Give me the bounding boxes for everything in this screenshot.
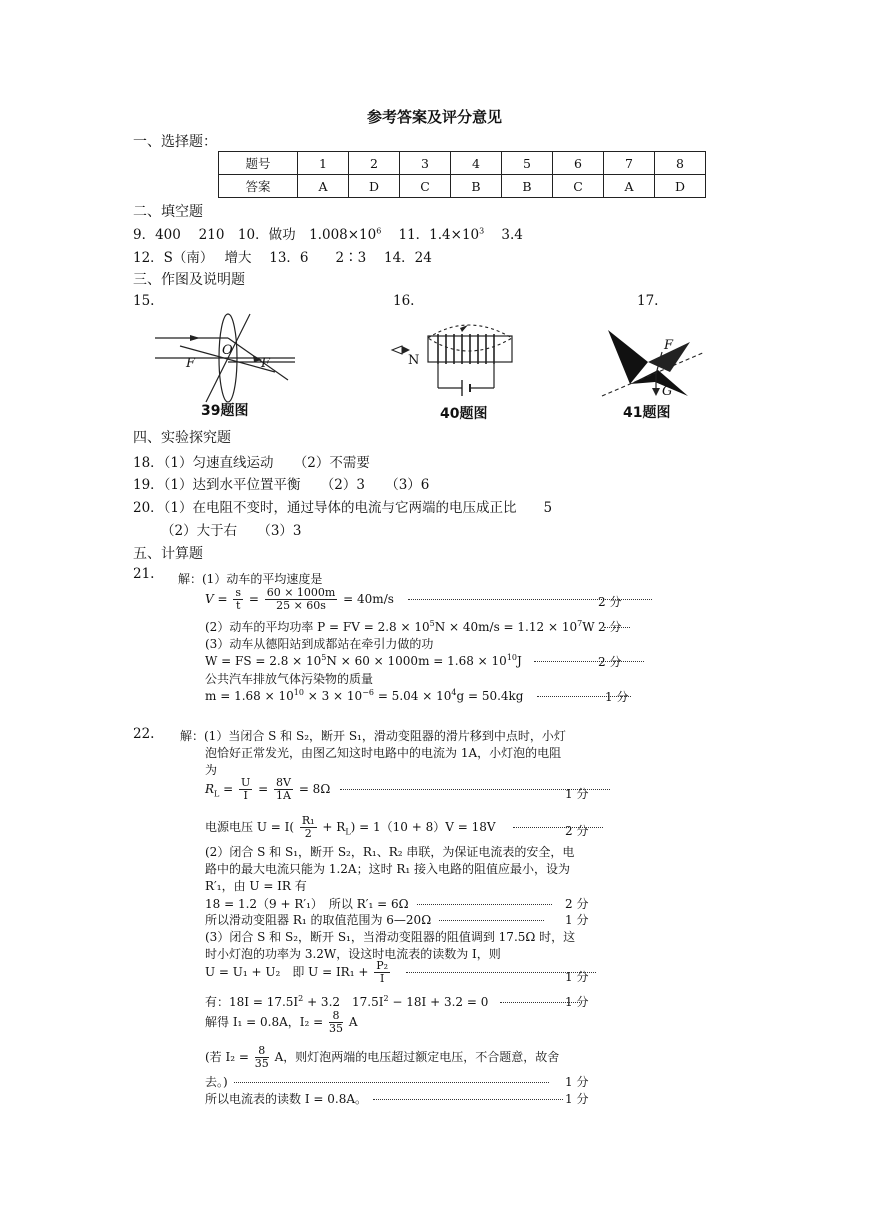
q22-score-1: 1 分 bbox=[565, 787, 589, 801]
q22-score-2: 2 分 bbox=[565, 824, 589, 838]
section-heading-experiment: 四、实验探究题 bbox=[133, 430, 231, 446]
q21-score-3: 2 分 bbox=[598, 655, 622, 669]
section-heading-choice: 一、选择题： bbox=[133, 134, 217, 150]
q22-score-5: 1 分 bbox=[565, 970, 589, 984]
table-cell: 3 bbox=[400, 152, 451, 175]
q22-score-4: 1 分 bbox=[565, 913, 589, 927]
optical-center-label: O bbox=[222, 343, 233, 358]
q22-line-6: (2）闭合 S 和 S₁，断开 S₂，R₁、R₂ 串联，为保证电流表的安全，电 bbox=[205, 845, 575, 859]
figure-caption-39: 39题图 bbox=[201, 403, 249, 419]
north-pole-label: N bbox=[408, 353, 420, 368]
table-cell: 8 bbox=[655, 152, 706, 175]
lens-diagram bbox=[150, 312, 300, 407]
fill-answers-line-2: 12．S（南） 增大 13．6 2∶3 14．24 bbox=[133, 250, 432, 266]
q21-line-1: 解：(1）动车的平均速度是 bbox=[178, 572, 323, 586]
q22-line-3: 为 bbox=[205, 763, 218, 777]
table-cell: 6 bbox=[553, 152, 604, 175]
answer-20-part2: （2）大于右 （3）3 bbox=[161, 523, 302, 539]
table-cell: A bbox=[604, 175, 655, 198]
table-cell: 5 bbox=[502, 152, 553, 175]
q22-line-1: 解：(1）当闭合 S 和 S₂，断开 S₁，滑动变阻器的滑片移到中点时，小灯 bbox=[180, 729, 566, 743]
q21-line-5: W = FS = $2.8 \times 10^5N \times 60 \times 1000m = 1.68 \times 10^{10}J$ bbox=[205, 653, 644, 668]
q22-line-13: U = U₁ + U₂ 即 U = IR₁ + $\frac{\text{P₂}}{I}$ bbox=[205, 960, 596, 985]
table-cell: 2 bbox=[349, 152, 400, 175]
answer-table bbox=[218, 151, 706, 198]
row-label-number: 题号 bbox=[219, 152, 298, 175]
focus-label-left: F bbox=[186, 356, 196, 371]
q22-line-17: 去。) bbox=[205, 1073, 549, 1090]
q22-line-5: 电源电压 U = I( $\frac{\text{R₁}}{2}$ + $R_L) = 1(10 + 8)V = 18V$ bbox=[205, 815, 603, 840]
question-number-16: 16. bbox=[393, 293, 415, 309]
q21-line-4: (3）动车从德阳站到成都站在牵引力做的功 bbox=[205, 637, 434, 651]
q21-line-3: (2）动车的平均功率 P = FV = $2.8 \times 10^5N \times 40m/s = 1.12 \times 10^7W$ bbox=[205, 618, 630, 635]
question-number-22: 22. bbox=[133, 726, 155, 742]
focus-label-right: F bbox=[261, 356, 271, 371]
q22-line-15: 解得 I₁ = 0.8A，I₂ = $\frac{8}{35}$ A bbox=[205, 1009, 358, 1035]
q21-score-4: 1 分 bbox=[605, 690, 629, 704]
q21-line-6: 公共汽车排放气体污染物的质量 bbox=[205, 672, 374, 686]
table-cell: B bbox=[451, 175, 502, 198]
q21-score-1: 2 分 bbox=[598, 595, 622, 609]
q21-score-2: 2 分 bbox=[598, 620, 622, 634]
table-row-numbers bbox=[219, 152, 706, 175]
q22-line-18: 所以电流表的读数 I = 0.8A。 bbox=[205, 1090, 563, 1107]
row-label-answer: 答案 bbox=[219, 175, 298, 198]
q22-line-7: 路中的最大电流只能为 1.2A；这时 R₁ 接入电路的阻值应最小，设为 bbox=[205, 862, 571, 876]
q22-line-9: 18 = 1.2（9 + R′₁） 所以 R′₁ = 6Ω bbox=[205, 895, 552, 912]
q21-line-7: $m = 1.68 \times 10^{10} \times 3 \times 10^{-6} = 5.04 \times 10^4g = 50.4kg$ bbox=[205, 688, 631, 703]
section-heading-drawing: 三、作图及说明题 bbox=[133, 272, 245, 288]
q22-line-16: (若 I₂ = $\frac{8}{35}$ A，则灯泡两端的电压超过额定电压，不合题意，故舍 bbox=[205, 1044, 560, 1070]
q22-score-6: 1 分 bbox=[565, 995, 589, 1009]
q22-line-12: 时小灯泡的功率为 3.2W，设这时电流表的读数为 I，则 bbox=[205, 947, 501, 961]
question-number-17: 17. bbox=[637, 293, 659, 309]
gravity-label-g: G bbox=[662, 384, 673, 399]
table-cell: C bbox=[553, 175, 604, 198]
table-cell: B bbox=[502, 175, 553, 198]
answer-18: 18．（1）匀速直线运动 （2）不需要 bbox=[133, 455, 370, 471]
q22-line-11: (3）闭合 S 和 S₂，断开 S₁，当滑动变阻器的阻值调到 17.5Ω 时，这 bbox=[205, 930, 576, 944]
answer-20-part1: 20．（1）在电阻不变时，通过导体的电流与它两端的电压成正比 5 bbox=[133, 500, 553, 516]
q22-line-10: 所以滑动变阻器 R₁ 的取值范围为 6—20Ω bbox=[205, 911, 544, 928]
q21-line-2: V = $\frac{s}{t}$ = $\frac{60 \times 1000m}{25 \times 60s}$ = 40m/s bbox=[205, 587, 652, 612]
table-cell: 4 bbox=[451, 152, 502, 175]
q22-line-4: $R_L$ = $\frac{U}{I}$ = $\frac{8V}{1A}$ = 8Ω bbox=[205, 777, 610, 802]
force-label-f: F bbox=[664, 338, 674, 353]
figure-caption-40: 40题图 bbox=[440, 406, 488, 422]
q22-score-3: 2 分 bbox=[565, 897, 589, 911]
section-heading-calculation: 五、计算题 bbox=[133, 546, 203, 562]
page-title: 参考答案及评分意见 bbox=[366, 108, 502, 126]
table-cell: 1 bbox=[298, 152, 349, 175]
table-cell: 7 bbox=[604, 152, 655, 175]
question-number-15: 15. bbox=[133, 293, 155, 309]
table-cell: A bbox=[298, 175, 349, 198]
section-heading-fill: 二、填空题 bbox=[133, 204, 203, 220]
q22-score-8: 1 分 bbox=[565, 1092, 589, 1106]
figure-caption-41: 41题图 bbox=[623, 405, 671, 421]
swallow-force-diagram bbox=[600, 322, 710, 404]
fill-answers-line-1: 9．400 210 10．做功 $1.008\times 10^6$ 11．$1.4\times 10^3$ 3.4 bbox=[133, 226, 523, 243]
q22-score-7: 1 分 bbox=[565, 1075, 589, 1089]
question-number-21: 21. bbox=[133, 566, 155, 582]
q22-line-2: 泡恰好正常发光，由图乙知这时电路中的电流为 1A，小灯泡的电阻 bbox=[205, 746, 562, 760]
answer-19: 19．（1）达到水平位置平衡 （2）3 （3）6 bbox=[133, 477, 430, 493]
table-cell: C bbox=[400, 175, 451, 198]
table-row-answers bbox=[219, 175, 706, 198]
q22-line-14: 有：$18I = 17.5I^2 + 3.2$ $17.5I^2 - 18I + 3.2 = 0$ bbox=[205, 993, 580, 1010]
q22-line-8: R′₁，由 U = IR 有 bbox=[205, 879, 307, 893]
table-cell: D bbox=[349, 175, 400, 198]
table-cell: D bbox=[655, 175, 706, 198]
